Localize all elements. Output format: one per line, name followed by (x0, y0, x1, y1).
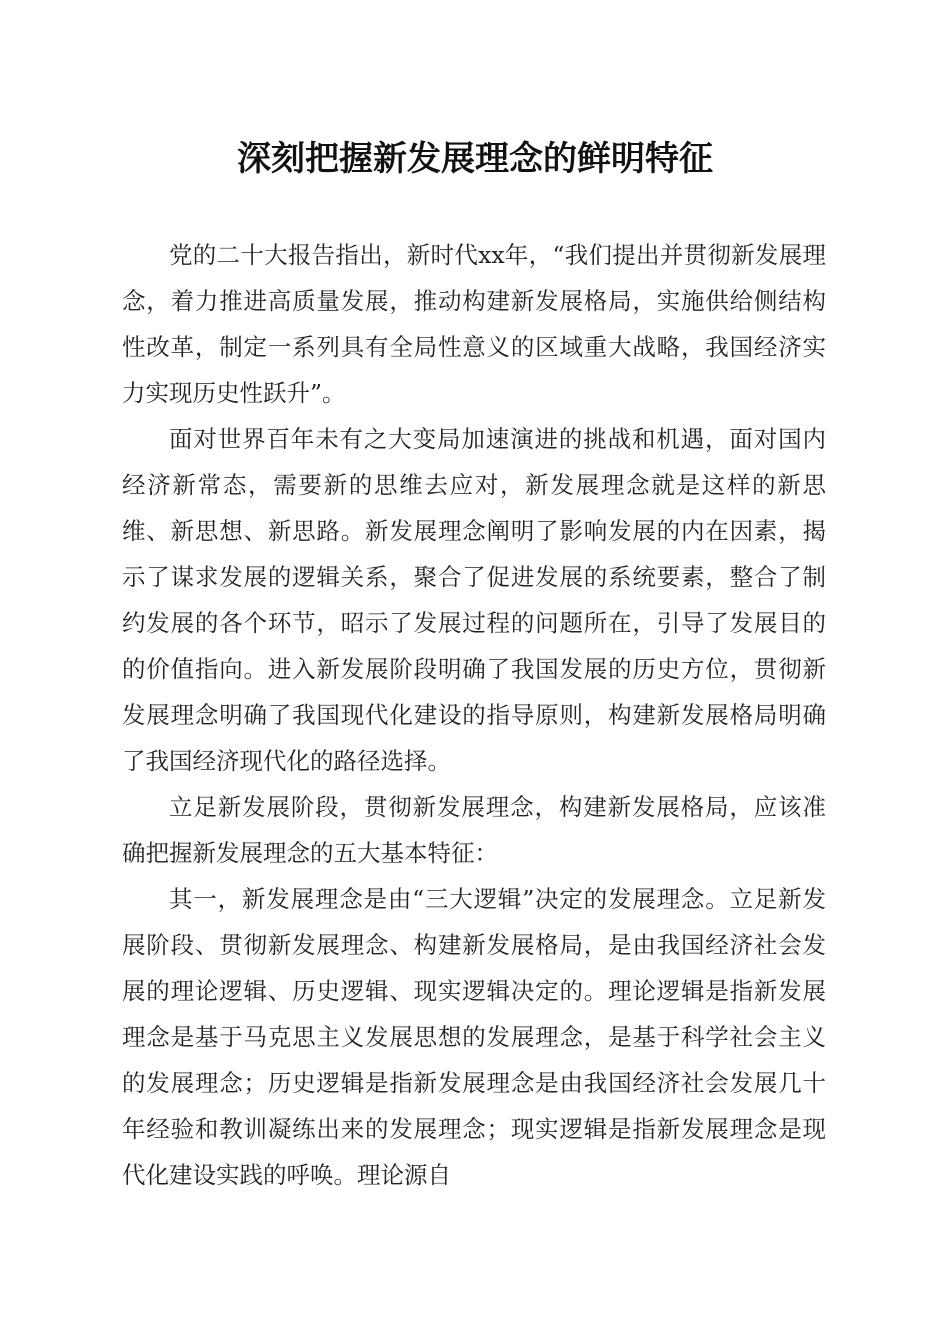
document-body (122, 232, 826, 1198)
paragraph-4: 其一，新发展理念是由“三大逻辑”决定的发展理念。立足新发展阶段、贯彻新发展理念、构建新发展格局，是由我国经济社会发展的理论逻辑、历史逻辑、现实逻辑决定的。理论逻辑是指新发展理念是基于马克思主义发展思想的发展理念，是基于科学社会主义的发展理念；历史逻辑是指新发展理念是由我国经济社会发展几十年经验和教训凝练出来的发展理念；现实逻辑是指新发展理念是现代化建设实践的呼唤。理论源自 (122, 885, 826, 1189)
paragraph-3: 立足新发展阶段，贯彻新发展理念，构建新发展格局，应该准确把握新发展理念的五大基本特征： (122, 793, 826, 867)
paragraph-1: 党的二十大报告指出，新时代xx年，“我们提出并贯彻新发展理念，着力推进高质量发展，推动构建新发展格局，实施供给侧结构性改革，制定一系列具有全局性意义的区域重大战略，我国经济实力实现历史性跃升”。 (122, 241, 826, 407)
document-title: 深刻把握新发展理念的鲜明特征 (237, 139, 713, 179)
paragraph-2: 面对世界百年未有之大变局加速演进的挑战和机遇，面对国内经济新常态，需要新的思维去应对，新发展理念就是这样的新思维、新思想、新思路。新发展理念阐明了影响发展的内在因素，揭示了谋求发展的逻辑关系，聚合了促进发展的系统要素，整合了制约发展的各个环节，昭示了发展过程的问题所在，引导了发展目的的价值指向。进入新发展阶段明确了我国发展的历史方位，贯彻新发展理念明确了我国现代化建设的指导原则，构建新发展格局明确了我国经济现代化的路径选择。 (122, 425, 826, 775)
